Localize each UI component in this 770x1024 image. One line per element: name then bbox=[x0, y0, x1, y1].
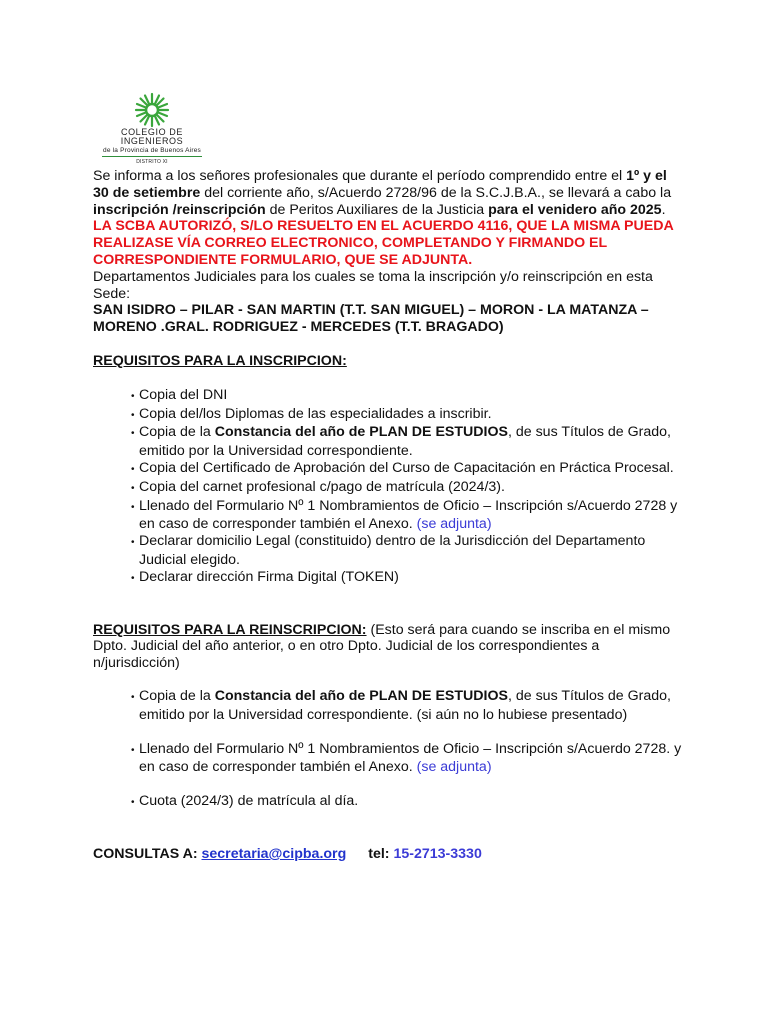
departments-list bbox=[93, 302, 683, 336]
item-text: Llenado del Formulario Nº 1 Nombramientos de Oficio – Inscripción s/Acuerdo 2728. y en caso de corresponder también el Anexo. bbox=[139, 740, 682, 776]
intro-text-2: del corriente año, s/Acuerdo 2728/96 de la S.C.J.B.A., se llevará a cabo la bbox=[200, 184, 672, 201]
list-item bbox=[93, 498, 683, 534]
intro-text-1: Se informa a los señores profesionales que durante el período comprendido entre el bbox=[93, 168, 627, 184]
item-text: Copia del DNI bbox=[139, 386, 228, 403]
bullet-icon: • bbox=[131, 390, 135, 402]
item-bold-text: Constancia del año de PLAN DE ESTUDIOS bbox=[214, 424, 508, 441]
se-adjunta-link[interactable]: (se adjunta) bbox=[416, 759, 492, 776]
item-text: Copia de la bbox=[139, 687, 215, 704]
item-text: , de sus Títulos de Grado, emitido por la Universidad correspondiente. (si aún no lo hubiese presentado) bbox=[139, 687, 671, 723]
bullet-icon: • bbox=[131, 572, 135, 584]
list-item bbox=[93, 424, 683, 460]
contact-line bbox=[93, 846, 683, 863]
colegio-logo bbox=[96, 92, 208, 165]
item-text: Copia del/los Diplomas de las especialidades a inscribir. bbox=[139, 405, 492, 422]
list-item bbox=[93, 479, 683, 498]
bullet-icon: • bbox=[131, 463, 135, 475]
reinscripcion-note: (Esto será para cuando se inscriba en el mismo Dpto. Judicial del año anterior, o en otro Dpto. Judicial de los correspondientes a n/jurisdicción) bbox=[93, 621, 671, 672]
bullet-icon: • bbox=[131, 537, 135, 549]
item-text: Declarar dirección Firma Digital (TOKEN) bbox=[139, 568, 399, 585]
bullet-icon: • bbox=[131, 691, 135, 703]
intro-text-4: . bbox=[661, 201, 666, 218]
bullet-icon: • bbox=[131, 744, 135, 756]
inscripcion-heading-text: REQUISITOS PARA LA INSCRIPCION: bbox=[93, 352, 347, 369]
reinscripcion-heading-text: REQUISITOS PARA LA REINSCRIPCION: bbox=[93, 621, 367, 638]
item-text: Cuota (2024/3) de matrícula al día. bbox=[139, 793, 359, 810]
intro-year: para el venidero año 2025 bbox=[488, 201, 662, 218]
document-body bbox=[93, 168, 683, 863]
contact-label: CONSULTAS A: bbox=[93, 845, 202, 862]
sunburst-logo-icon bbox=[130, 92, 174, 128]
list-item bbox=[93, 569, 683, 588]
list-item bbox=[93, 793, 683, 812]
list-item bbox=[93, 406, 683, 425]
logo-line-2: de la Provincia de Buenos Aires bbox=[103, 147, 201, 154]
logo-text bbox=[96, 128, 208, 167]
logo-line-3: DISTRITO XI bbox=[136, 159, 168, 165]
departments-names: SAN ISIDRO – PILAR - SAN MARTIN (T.T. SAN MIGUEL) – MORON - LA MATANZA – MORENO .GRAL. RODRIGUEZ - MERCEDES (T.T. BRAGADO) bbox=[93, 302, 649, 336]
inscripcion-requirements bbox=[93, 387, 683, 588]
logo-line-1: COLEGIO DE INGENIEROS bbox=[120, 127, 184, 146]
reinscripcion-requirements-3 bbox=[93, 793, 683, 812]
bullet-icon: • bbox=[131, 797, 135, 809]
item-text: Declarar domicilio Legal (constituido) dentro de la Jurisdicción del Departamento Judicial elegido. bbox=[139, 533, 646, 568]
item-text: , de sus Títulos de Grado, emitido por la Universidad correspondiente. bbox=[139, 424, 671, 460]
inscripcion-heading bbox=[93, 353, 683, 370]
intro-inscripcion: inscripción /reinscripción bbox=[93, 201, 266, 218]
item-text: Copia de la bbox=[139, 424, 215, 441]
item-text: Copia del Certificado de Aprobación del Curso de Capacitación en Práctica Procesal. bbox=[139, 459, 674, 476]
list-item bbox=[93, 741, 683, 777]
list-item bbox=[93, 387, 683, 406]
list-item bbox=[93, 460, 683, 479]
item-text: Copia del carnet profesional c/pago de matrícula (2024/3). bbox=[139, 478, 505, 495]
scba-notice: LA SCBA AUTORIZÓ, S/LO RESUELTO EN EL ACUERDO 4116, QUE LA MISMA PUEDA REALIZASE VÍA CORREO ELECTRONICO, COMPLETANDO Y FIRMANDO EL CORRESPONDIENTE FORMULARIO, QUE SE ADJUNTA. bbox=[93, 218, 674, 268]
intro-text-3: de Peritos Auxiliares de la Justicia bbox=[265, 201, 489, 218]
reinscripcion-heading bbox=[93, 622, 683, 672]
logo-divider bbox=[102, 156, 202, 157]
intro-dates: 1º y el 30 de setiembre bbox=[93, 168, 667, 201]
intro-paragraph bbox=[93, 168, 683, 218]
bullet-icon: • bbox=[131, 482, 135, 494]
phone-number[interactable]: 15-2713-3330 bbox=[393, 845, 482, 862]
list-item bbox=[93, 533, 683, 569]
se-adjunta-link[interactable]: (se adjunta) bbox=[416, 516, 492, 533]
email-link[interactable]: secretaria@cipba.org bbox=[201, 845, 347, 862]
reinscripcion-requirements-2 bbox=[93, 741, 683, 777]
list-item bbox=[93, 688, 683, 724]
bullet-icon: • bbox=[131, 501, 135, 513]
reinscripcion-requirements bbox=[93, 688, 683, 724]
bullet-icon: • bbox=[131, 428, 135, 440]
bullet-icon: • bbox=[131, 409, 135, 421]
tel-label: tel: bbox=[368, 845, 394, 862]
item-text: Llenado del Formulario Nº 1 Nombramientos de Oficio – Inscripción s/Acuerdo 2728 y en caso de corresponder también el Anexo. bbox=[139, 497, 678, 533]
item-bold-text: Constancia del año de PLAN DE ESTUDIOS bbox=[214, 687, 508, 704]
departments-intro: Departamentos Judiciales para los cuales se toma la inscripción y/o reinscripción en esta Sede: bbox=[93, 268, 653, 302]
